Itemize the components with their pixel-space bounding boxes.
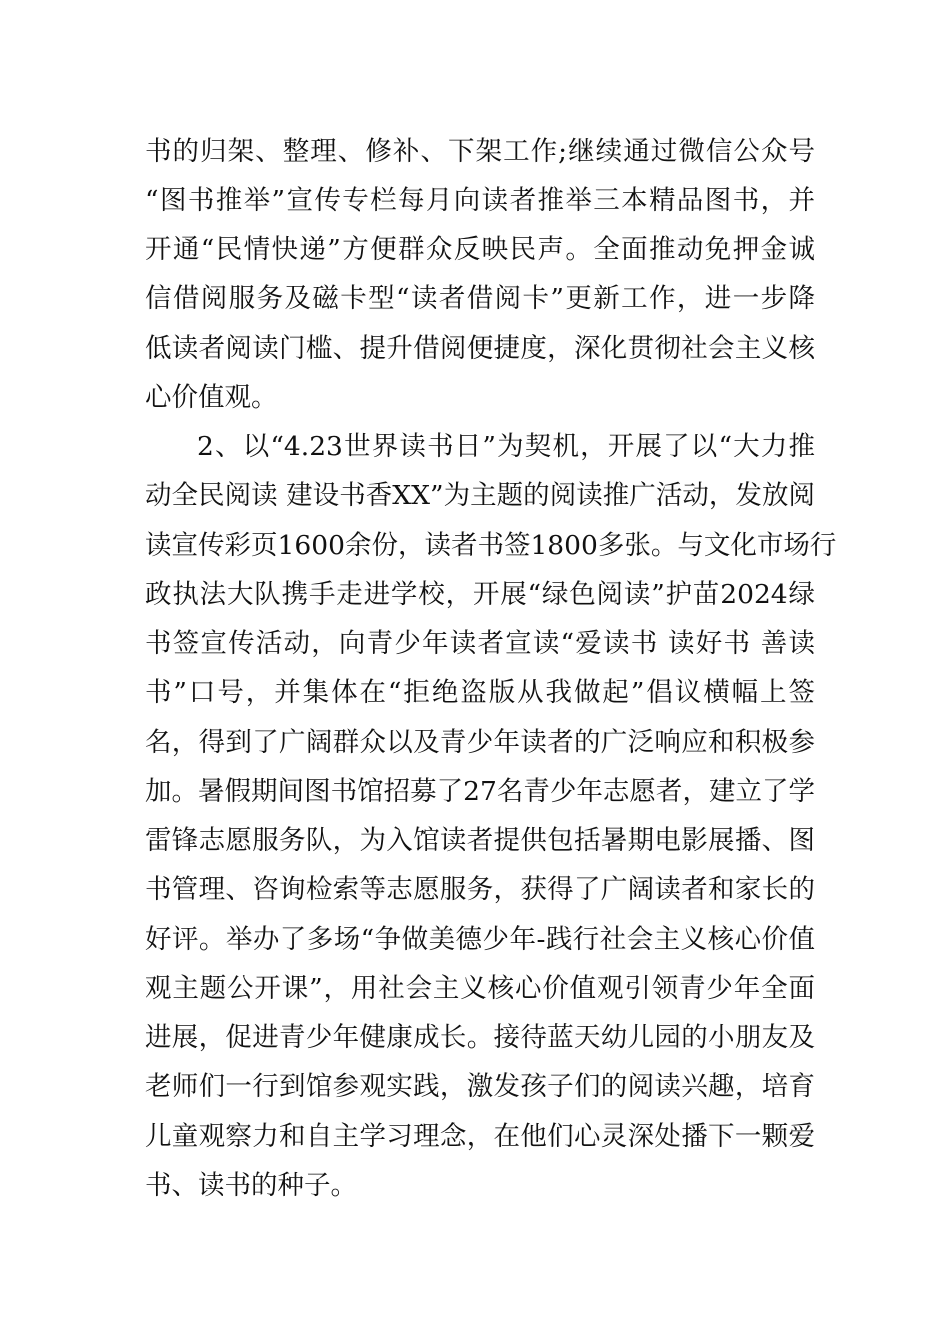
paragraph-2-line-16: 书、读书的种子。 (145, 1170, 357, 1201)
paragraph-1-line-3: 开通“民情快递”方便群众反映民声。全面推动免押金诚 (145, 234, 815, 265)
paragraph-2-line-3: 读宣传彩页1600余份，读者书签1800多张。与文化市场行 (145, 530, 837, 561)
paragraph-2-line-9: 雷锋志愿服务队，为入馆读者提供包括暑期电影展播、图 (145, 825, 815, 856)
paragraph-2-line-4: 政执法大队携手走进学校，开展“绿色阅读”护苗2024绿 (145, 579, 815, 610)
paragraph-2-line-2: 动全民阅读 建设书香XX”为主题的阅读推广活动，发放阅 (145, 480, 815, 511)
paragraph-2-line-13: 进展，促进青少年健康成长。接待蓝天幼儿园的小朋友及 (145, 1022, 815, 1053)
paragraph-2-line-7: 名，得到了广阔群众以及青少年读者的广泛响应和积极参 (145, 727, 815, 758)
paragraph-1-line-1: 书的归架、整理、修补、下架工作;继续通过微信公众号 (145, 136, 815, 167)
paragraph-2-line-8: 加。暑假期间图书馆招募了27名青少年志愿者，建立了学 (145, 776, 815, 807)
paragraph-1-line-4: 信借阅服务及磁卡型“读者借阅卡”更新工作，进一步降 (145, 283, 815, 314)
paragraph-2-line-5: 书签宣传活动，向青少年读者宣读“爱读书 读好书 善读 (145, 628, 815, 659)
paragraph-2-line-12: 观主题公开课”，用社会主义核心价值观引领青少年全面 (145, 973, 815, 1004)
paragraph-2-line-10: 书管理、咨询检索等志愿服务，获得了广阔读者和家长的 (145, 874, 815, 905)
paragraph-2-line-15: 儿童观察力和自主学习理念，在他们心灵深处播下一颗爱 (145, 1121, 815, 1152)
paragraph-1-line-2: “图书推举”宣传专栏每月向读者推举三本精品图书，并 (145, 185, 815, 216)
paragraph-2-line-6: 书”口号，并集体在“拒绝盗版从我做起”倡议横幅上签 (145, 677, 815, 708)
paragraph-1-line-5: 低读者阅读门槛、提升借阅便捷度，深化贯彻社会主义核 (145, 333, 815, 364)
paragraph-2-line-14: 老师们一行到馆参观实践，激发孩子们的阅读兴趣，培育 (145, 1071, 815, 1102)
paragraph-2-line-11: 好评。举办了多场“争做美德少年-践行社会主义核心价值 (145, 924, 815, 955)
paragraph-1-line-6: 心价值观。 (145, 382, 278, 413)
paragraph-2-line-1: 2、以“4.23世界读书日”为契机，开展了以“大力推 (197, 431, 815, 462)
